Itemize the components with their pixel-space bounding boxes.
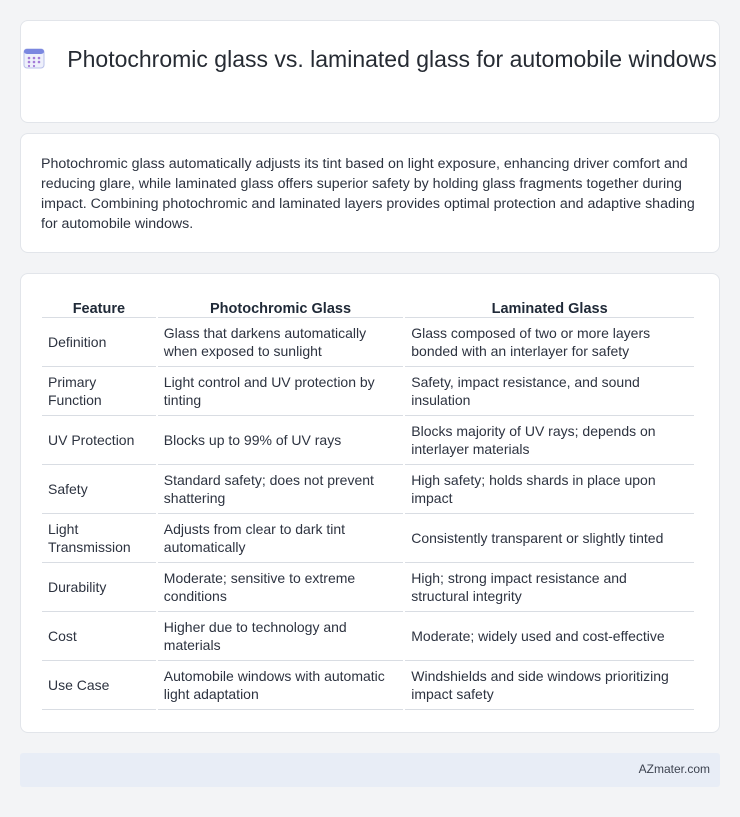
summary-card: [20, 133, 720, 253]
laminated-cell: High; strong impact resistance and structural integrity: [405, 563, 694, 612]
feature-cell: Cost: [42, 612, 156, 661]
photochromic-cell: Moderate; sensitive to extreme conditions: [158, 563, 403, 612]
table-row: [42, 465, 694, 514]
feature-cell: Durability: [42, 563, 156, 612]
laminated-cell: High safety; holds shards in place upon impact: [405, 465, 694, 514]
header-photochromic: Photochromic Glass: [158, 297, 403, 318]
feature-cell: Use Case: [42, 661, 156, 710]
laminated-cell: Safety, impact resistance, and sound insulation: [405, 367, 694, 416]
laminated-cell: Windshields and side windows prioritizing impact safety: [405, 661, 694, 710]
photochromic-cell: Automobile windows with automatic light adaptation: [158, 661, 403, 710]
laminated-cell: Moderate; widely used and cost-effective: [405, 612, 694, 661]
header-laminated: Laminated Glass: [405, 297, 694, 318]
table-row: [42, 514, 694, 563]
feature-cell: UV Protection: [42, 416, 156, 465]
photochromic-cell: Blocks up to 99% of UV rays: [158, 416, 403, 465]
summary-text: Photochromic glass automatically adjusts its tint based on light exposure, enhancing driver comfort and reducing glare, while laminated glass offers superior safety by holding glass fragments together during impact. Combining photochromic and laminated layers provides optimal protection and adaptive shading for automobile windows.: [41, 156, 695, 232]
calendar-grid-icon: [23, 47, 45, 69]
table-row: [42, 367, 694, 416]
laminated-cell: Consistently transparent or slightly tinted: [405, 514, 694, 563]
photochromic-cell: Higher due to technology and materials: [158, 612, 403, 661]
table-row: [42, 612, 694, 661]
laminated-cell: Blocks majority of UV rays; depends on interlayer materials: [405, 416, 694, 465]
footer-site-link[interactable]: AZmater.com: [638, 762, 710, 776]
photochromic-cell: Glass that darkens automatically when exposed to sunlight: [158, 318, 403, 367]
title-card: [20, 20, 720, 123]
table-row: [42, 416, 694, 465]
comparison-card: [20, 273, 720, 733]
feature-cell: Light Transmission: [42, 514, 156, 563]
comparison-table: [40, 297, 696, 710]
photochromic-cell: Adjusts from clear to dark tint automatically: [158, 514, 403, 563]
feature-cell: Definition: [42, 318, 156, 367]
table-header-row: [42, 297, 694, 318]
table-row: [42, 318, 694, 367]
footer-bar: [20, 753, 720, 787]
laminated-cell: Glass composed of two or more layers bonded with an interlayer for safety: [405, 318, 694, 367]
feature-cell: Primary Function: [42, 367, 156, 416]
photochromic-cell: Standard safety; does not prevent shattering: [158, 465, 403, 514]
page-title-wrap: [21, 45, 719, 74]
table-row: [42, 563, 694, 612]
table-row: [42, 661, 694, 710]
photochromic-cell: Light control and UV protection by tinting: [158, 367, 403, 416]
page-title: Photochromic glass vs. laminated glass for automobile windows: [67, 46, 717, 72]
feature-cell: Safety: [42, 465, 156, 514]
header-feature: Feature: [42, 297, 156, 318]
